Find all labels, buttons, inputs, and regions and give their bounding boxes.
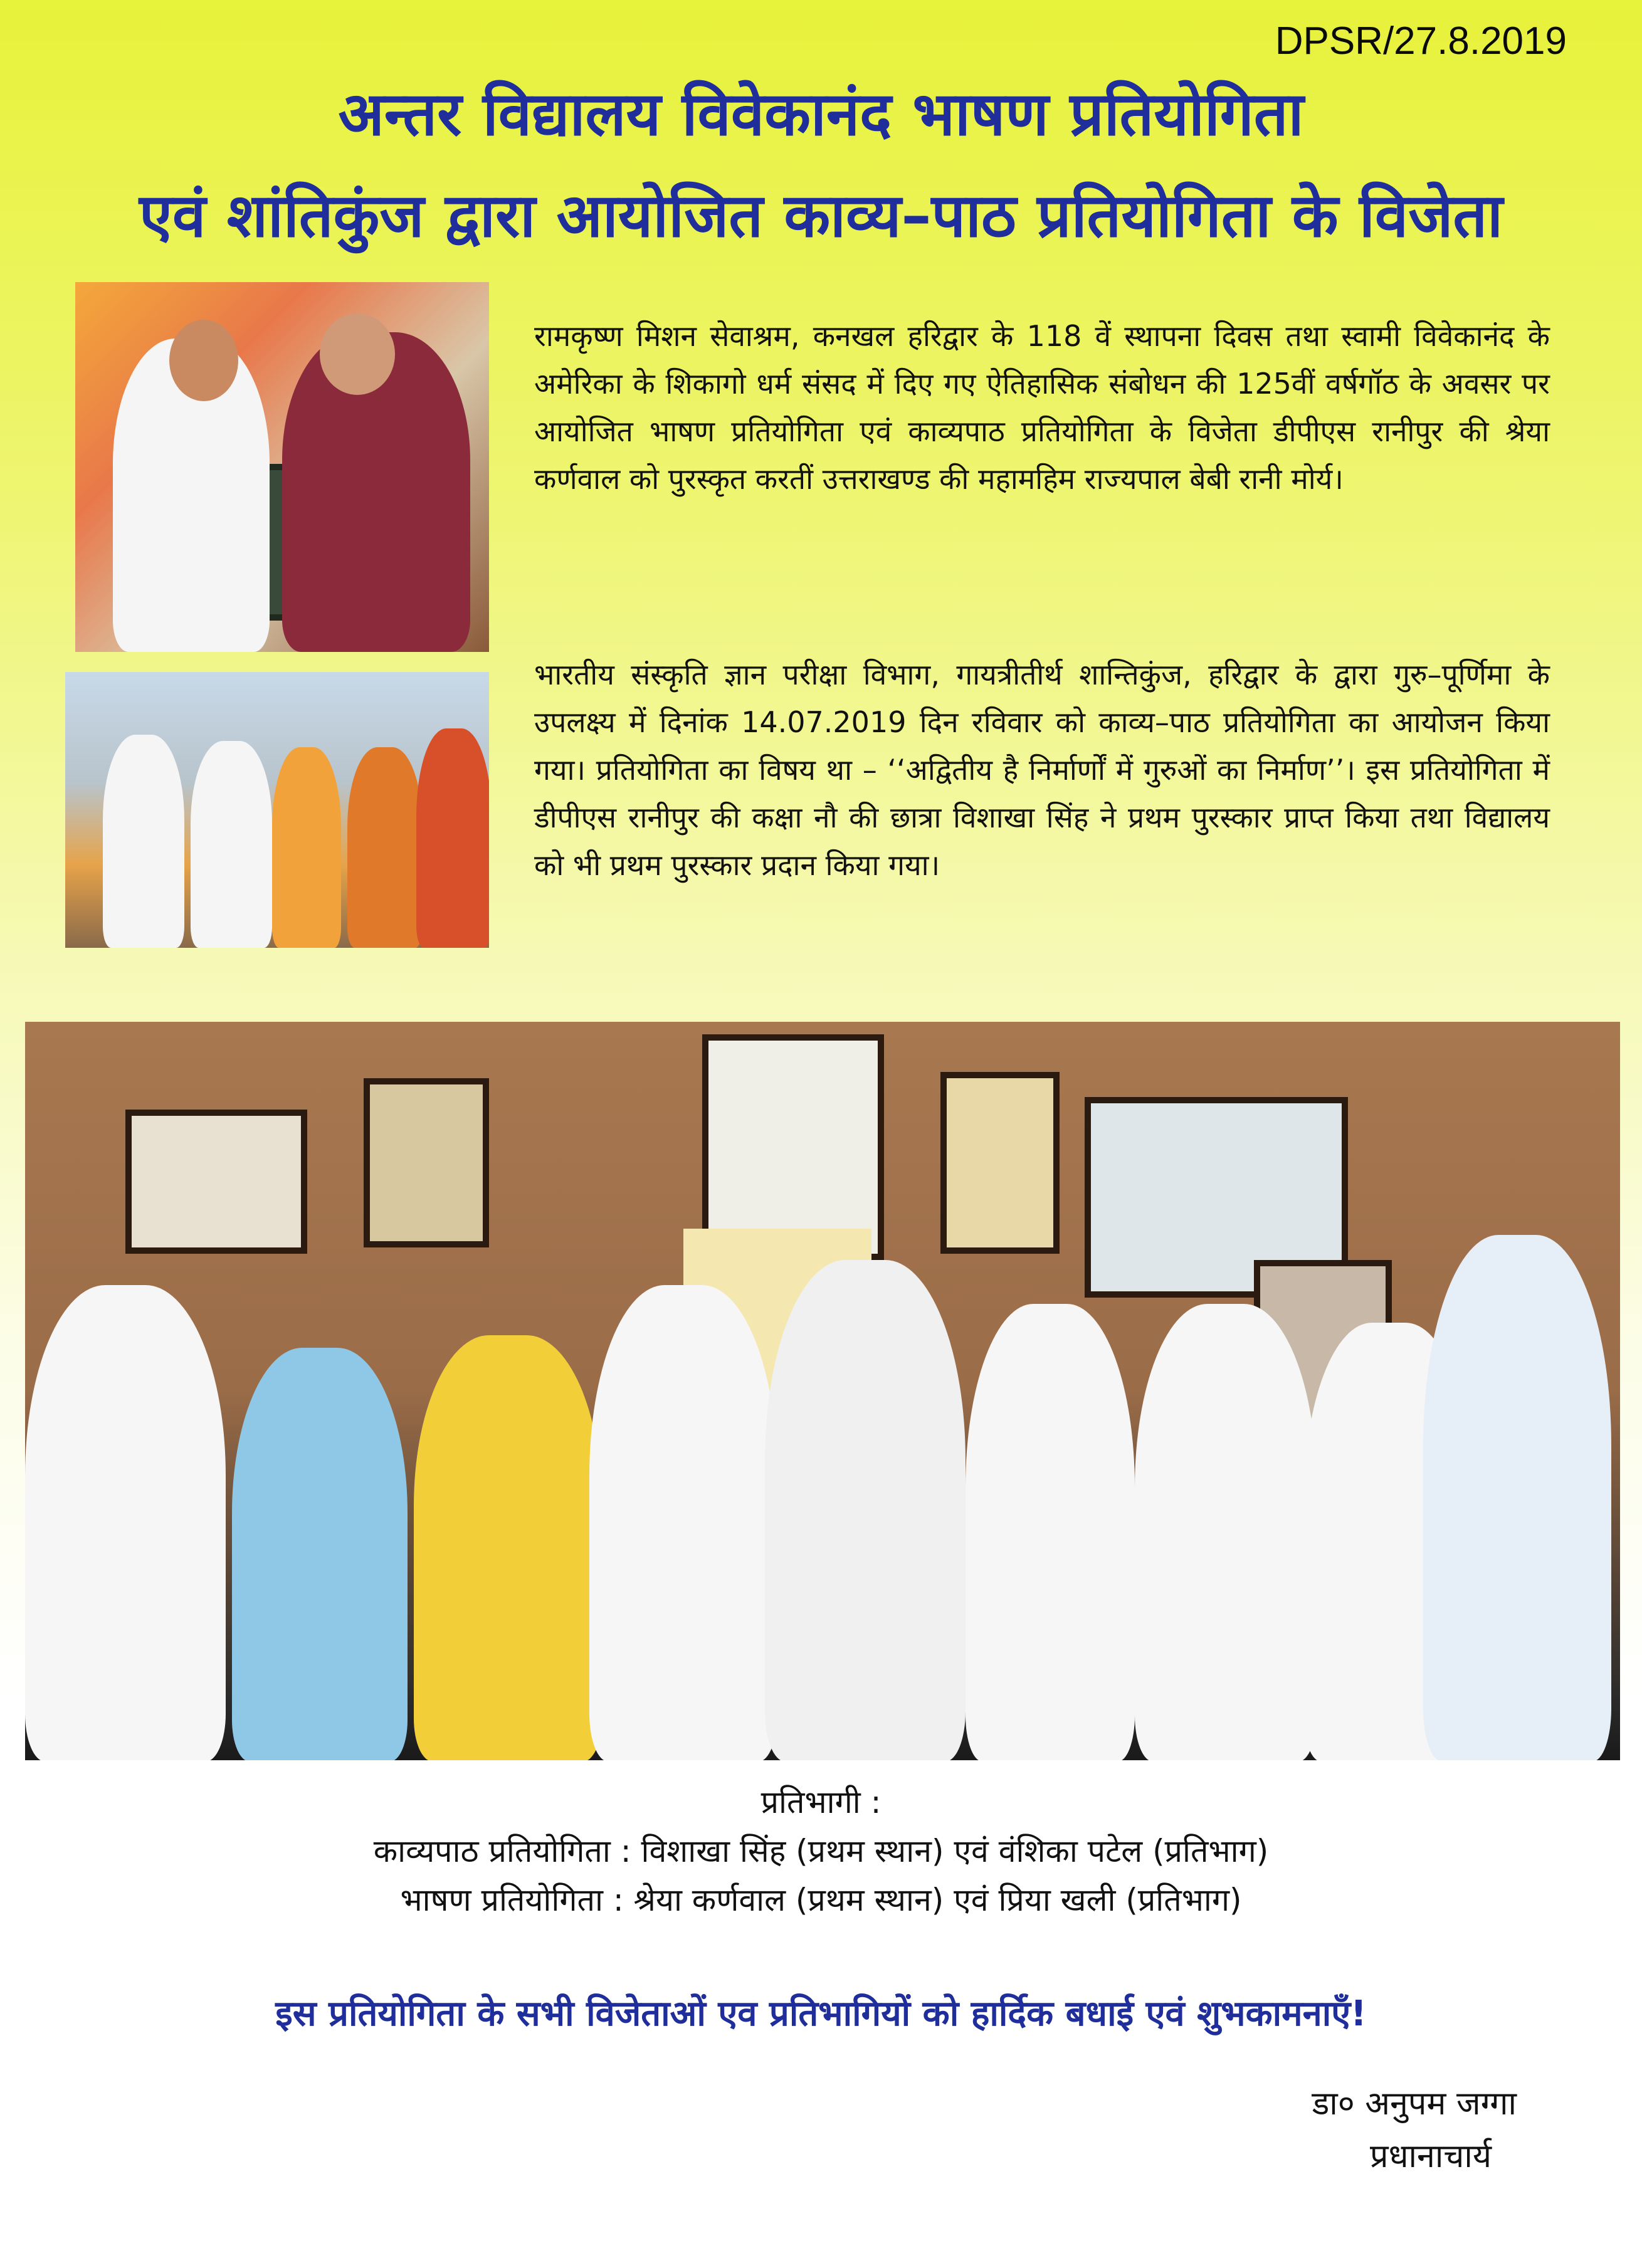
signatory-name: डा० अनुपम जग्गा <box>1312 2085 1517 2123</box>
photo-shantikunj-prize <box>65 672 489 948</box>
participants-heading: प्रतिभागी : <box>760 1784 882 1820</box>
participants-poetry: काव्यपाठ प्रतियोगिता : विशाखा सिंह (प्रथम स्थान) एवं वंशिका पटेल (प्रतिभाग) <box>373 1833 1269 1869</box>
title-line-2: एवं शांतिकुंज द्वारा आयोजित काव्य–पाठ प्रतियोगिता के विजेता <box>139 181 1503 251</box>
photo-governor-award <box>75 282 489 652</box>
photo-group-principal <box>25 1022 1620 1760</box>
paragraph-ramakrishna-mission: रामकृष्ण मिशन सेवाश्रम, कनखल हरिद्वार के 118 वें स्थापना दिवस तथा स्वामी विवेकानंद के अमेरिका के शिकागो धर्म संसद में दिए गए ऐतिहासिक संबोधन की 125वीं वर्षगॉठ के अवसर पर आयोजित भाषण प्रतियोगिता एवं काव्यपाठ प्रतियोगिता के विजेता डीपीएस रानीपुर की श्रेया कर्णवाल को पुरस्कृत करतीं उत्तराखण्ड की महामहिम राज्यपाल बेबी रानी मोर्य। <box>534 319 1550 496</box>
participants-caption <box>0 1778 1642 1924</box>
participants-speech: भाषण प्रतियोगिता : श्रेया कर्णवाल (प्रथम स्थान) एवं प्रिया खली (प्रतिभाग) <box>400 1882 1242 1918</box>
title-line-1: अन्तर विद्यालय विवेकानंद भाषण प्रतियोगिता <box>338 79 1304 149</box>
signatory-designation: प्रधानाचार्य <box>1369 2138 1492 2175</box>
paragraph-shantikunj: भारतीय संस्कृति ज्ञान परीक्षा विभाग, गायत्रीतीर्थ शान्तिकुुंज, हरिद्वार के द्वारा गुरु–पूर्णिमा के उपलक्ष्य में दिनांक 14.07.2019 दिन रविवार को काव्य–पाठ प्रतियोगिता का आयोजन किया गया। प्रतियोगिता का विषय था – ‘‘अद्वितीय है निर्मार्णों में गुरुओं का निर्माण’’। इस प्रतियोगिता में डीपीएस रानीपुर की कक्षा नौ की छात्रा विशाखा सिंह ने प्रथम पुरस्कार प्राप्त किया तथा विद्यालय को भी प्रथम पुरस्कार प्रदान किया गया। <box>534 658 1550 882</box>
congratulations-message: इस प्रतियोगिता के सभी विजेताओं एव प्रतिभागियों को हार्दिक बधाई एवं शुभकामनाएँ! <box>275 1993 1367 2034</box>
document-reference: DPSR/27.8.2019 <box>1275 19 1567 63</box>
